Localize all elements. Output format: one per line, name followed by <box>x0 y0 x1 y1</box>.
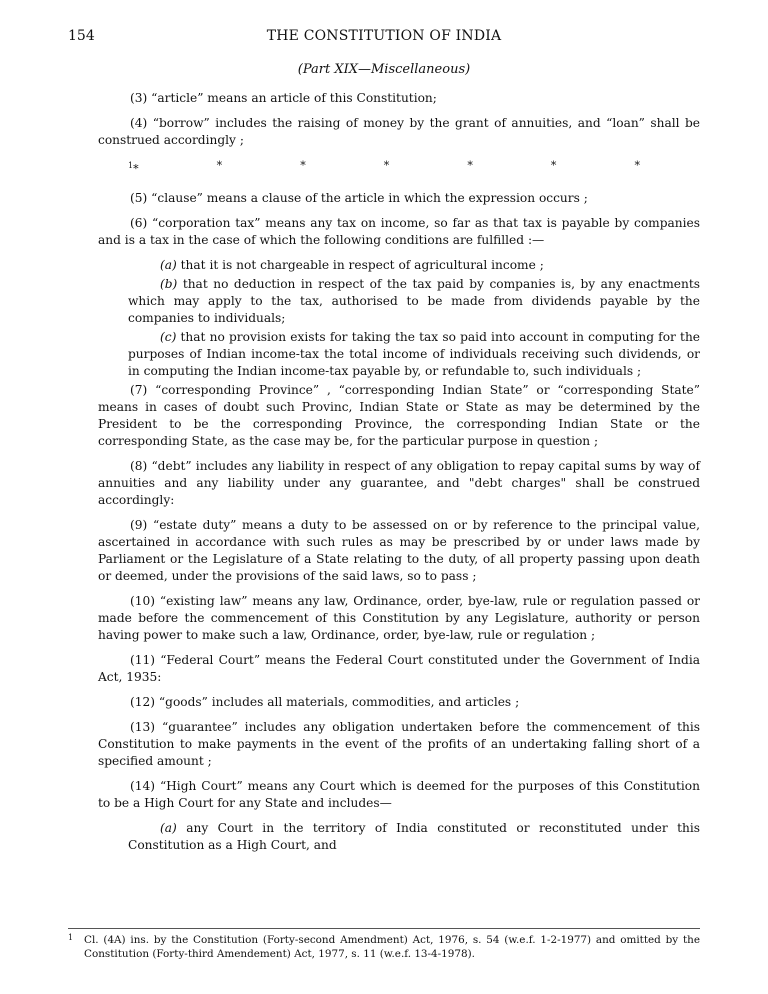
sub-clause-text: that it is not chargeable in respect of agricultural income ; <box>176 257 544 272</box>
clause-text: “Federal Court” means the Federal Court constituted under the Government of India Act, 1935: <box>98 652 700 684</box>
footnote-marker: 1 <box>68 933 74 942</box>
clause <box>98 694 700 711</box>
clause-number: (3) <box>130 91 152 105</box>
clause <box>98 115 700 149</box>
clause <box>98 719 700 770</box>
clause-text: “High Court” means any Court which is deemed for the purposes of this Constitution to be a High Court for any State and includes— <box>98 778 700 810</box>
page-number: 154 <box>68 28 95 44</box>
clause-text: “guarantee” includes any obligation undertaken before the commencement of this Constitution to make payments in the event of the profits of an undertaking falling short of a specified amount ; <box>98 719 700 768</box>
clause-number: (4) <box>130 116 153 130</box>
sub-clause <box>128 257 700 274</box>
sub-clause <box>128 276 700 327</box>
clause-text: “clause” means a clause of the article in which the expression occurs ; <box>151 190 588 205</box>
clause-text: “corresponding Province” , “corresponding Indian State” or “corresponding State” means in cases of doubt such Provinc, Indian State or State as may be determined by the President to be the corresponding Province, the corresponding Indian State or the corresponding State, as the case may be, for the particular purpose in question ; <box>98 382 700 448</box>
clause-text: “corporation tax” means any tax on income, so far as that tax is payable by companies and is a tax in the case of which the following conditions are fulfilled :— <box>98 215 700 247</box>
clause <box>98 382 700 450</box>
clause-text: “estate duty” means a duty to be assessed on or by reference to the principal value, ascertained in accordance with such rules as may be prescribed by or under laws made by Parliament or the Legislature of a State relating to the duty, of all property passing upon death or deemed, under the provisions of the said laws, so to pass ; <box>98 517 700 583</box>
page-header <box>68 28 700 48</box>
clause <box>98 652 700 686</box>
clause <box>98 90 700 107</box>
sub-clause-text: that no provision exists for taking the tax so paid into account in computing for the purposes of Indian income-tax the total income of individuals receiving such dividends, or in computing the Indian income-tax payable by, or refundable to, such individuals ; <box>128 329 700 378</box>
clause-text: “article” means an article of this Constitution; <box>151 91 437 105</box>
star-mark: * <box>383 159 390 172</box>
star-mark: * <box>550 159 557 172</box>
star-mark: $^1$* <box>128 161 139 176</box>
clause-number: (14) <box>130 778 160 793</box>
sub-clause-label: (a) <box>160 257 177 272</box>
clause-number: (11) <box>130 652 161 667</box>
part-heading: (Part XIX—Miscellaneous) <box>297 62 471 77</box>
clause <box>98 458 700 509</box>
star-mark: * <box>467 159 473 172</box>
clauses-body <box>98 90 700 856</box>
clause-number: (7) <box>130 382 156 397</box>
sub-clause-label: (b) <box>160 276 178 291</box>
clause <box>98 778 700 812</box>
clause <box>98 215 700 249</box>
clause-text: “existing law” means any law, Ordinance, order, bye-law, rule or regulation passed or made before the commencement of this Constitution by any Legislature, authority or person having power to make such a law, Ordinance, order, bye-law, rule or regulation ; <box>98 593 700 642</box>
star-mark: * <box>216 159 223 172</box>
clause-number: (12) <box>130 694 159 709</box>
omitted-clause-stars <box>98 157 700 178</box>
clause-number: (8) <box>130 458 152 473</box>
sub-clause <box>128 329 700 380</box>
clause-text: “goods” includes all materials, commodities, and articles ; <box>158 694 520 709</box>
clause-number: (10) <box>130 593 160 608</box>
footnote <box>68 933 700 961</box>
clause <box>98 593 700 644</box>
sub-clause-text: that no deduction in respect of the tax paid by companies is, by any enactments which may apply to the tax, authorised to be made from dividends payable by the companies to individuals; <box>128 276 700 325</box>
running-title: THE CONSTITUTION OF INDIA <box>266 28 502 44</box>
clause-text: “borrow” includes the raising of money by the grant of annuities, and “loan” shall be construed accordingly ; <box>98 116 700 147</box>
clause-text: “debt” includes any liability in respect of any obligation to repay capital sums by way of annuities and any liability under any guarantee, and "debt charges" shall be construed accordingly: <box>98 458 700 507</box>
footnote-text: Cl. (4A) ins. by the Constitution (Forty-second Amendment) Act, 1976, s. 54 (w.e.f. 1-2-1977) and omitted by the Constitution (Forty-third Amendement) Act, 1977, s. 11 (w.e.f. 13-4-1978). <box>84 934 700 960</box>
star-mark: * <box>634 159 640 172</box>
clause-number: (13) <box>130 719 163 734</box>
sub-clause-label: (a) <box>160 820 177 835</box>
sub-clause <box>128 820 700 854</box>
sub-clause-label: (c) <box>160 329 177 344</box>
clause <box>98 190 700 207</box>
sub-clause-text: any Court in the territory of India constituted or reconstituted under this Constitution as a High Court, and <box>128 820 700 852</box>
clause <box>98 517 700 585</box>
clause-number: (6) <box>130 215 153 230</box>
clause-number: (5) <box>130 190 152 205</box>
star-mark: * <box>300 159 306 172</box>
footnote-ref: 1 <box>128 161 134 170</box>
footnote-divider <box>68 928 700 929</box>
clause-number: (9) <box>130 517 153 532</box>
